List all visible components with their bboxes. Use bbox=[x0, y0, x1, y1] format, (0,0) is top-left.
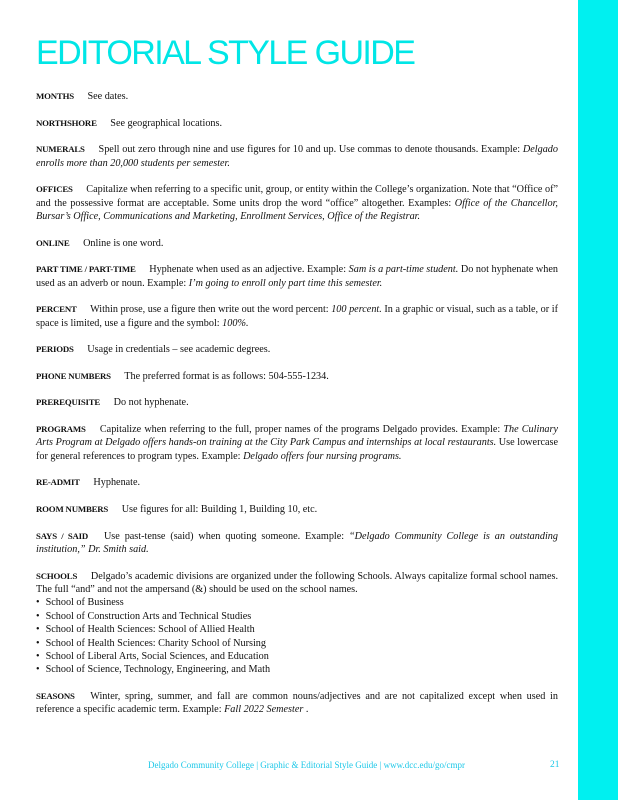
list-item: • School of Business bbox=[36, 596, 558, 609]
entry-example-2: Delgado offers four nursing programs. bbox=[243, 450, 402, 462]
entry-term: SEASONS bbox=[36, 691, 75, 701]
style-guide-content bbox=[36, 90, 558, 730]
entry-text: Within prose, use a figure then write out the word percent: bbox=[90, 304, 332, 316]
entry-offices bbox=[36, 183, 558, 223]
entry-text: Use past-tense (said) when quoting someone. Example: bbox=[103, 530, 349, 542]
page-number: 21 bbox=[550, 760, 560, 770]
entry-room-numbers bbox=[36, 503, 558, 516]
entry-programs bbox=[36, 423, 558, 463]
entry-term: PART TIME / PART-TIME bbox=[36, 264, 136, 275]
entry-numerals bbox=[36, 143, 558, 170]
entry-example: Delgado enrolls more than 20,000 students per semester. bbox=[36, 144, 558, 169]
entry-term: PHONE NUMBERS bbox=[36, 370, 111, 381]
entry-months bbox=[36, 90, 558, 103]
entry-text: Delgado’s academic divisions are organized under the following Schools. Always capitalize formal school names. The full “and” and not the ampersand (&) should be used on the school names. bbox=[36, 570, 559, 595]
entry-example-2: 100%. bbox=[222, 317, 249, 329]
entry-term: SCHOOLS bbox=[36, 570, 78, 581]
entry-text: Usage in credentials – see academic degrees. bbox=[87, 344, 271, 356]
accent-sidebar bbox=[578, 0, 618, 800]
entry-example: 100 percent. bbox=[331, 304, 382, 316]
entry-text: Spell out zero through nine and use figures for 10 and up. Use commas to denote thousands. Example: bbox=[98, 144, 523, 156]
entry-text: See dates. bbox=[87, 91, 129, 102]
entry-example-2: I’m going to enroll only part time this semester. bbox=[188, 277, 383, 289]
entry-text: Hyphenate when used as an adjective. Example: bbox=[149, 264, 349, 276]
entry-part-time bbox=[36, 263, 558, 290]
list-item: • School of Health Sciences: School of Allied Health bbox=[36, 623, 558, 636]
entry-example: Office of the Chancellor, Bursar’s Office, Communications and Marketing, Enrollment Services, Office of the Registrar. bbox=[36, 197, 558, 222]
entry-schools bbox=[36, 570, 558, 677]
entry-text: Capitalize when referring to the full, proper names of the programs Delgado provides. Example: bbox=[99, 423, 504, 435]
entry-example: Fall 2022 Semester bbox=[224, 704, 304, 716]
entry-term: SAYS / SAID bbox=[36, 530, 89, 541]
entry-term: NUMERALS bbox=[36, 144, 85, 155]
entry-online bbox=[36, 237, 558, 250]
entry-text: Hyphenate. bbox=[93, 477, 141, 489]
entry-percent bbox=[36, 303, 558, 330]
list-item: • School of Science, Technology, Engineering, and Math bbox=[36, 663, 558, 676]
entry-text: Capitalize when referring to a specific unit, group, or entity within the College’s organization. Note that “Office of” and the possessive format are acceptable. Some units drop the word “office” altogether. Examples: bbox=[36, 184, 558, 209]
page-title: EDITORIAL STYLE GUIDE bbox=[36, 34, 415, 72]
entry-term: ONLINE bbox=[36, 237, 70, 248]
entry-seasons bbox=[36, 690, 558, 717]
page-footer: Delgado Community College | Graphic & Editorial Style Guide | www.dcc.edu/go/cmpr bbox=[148, 760, 465, 770]
entry-text-after: . bbox=[303, 704, 309, 716]
entry-text-after: Use lowercase for general references to program types. Example: bbox=[36, 437, 558, 462]
entry-text: Online is one word. bbox=[83, 237, 164, 249]
entry-term: RE-ADMIT bbox=[36, 477, 80, 488]
entry-text: Use figures for all: Building 1, Building 10, etc. bbox=[121, 503, 318, 515]
entry-term: PERIODS bbox=[36, 344, 74, 355]
schools-list bbox=[36, 596, 558, 676]
list-item: • School of Liberal Arts, Social Sciences, and Education bbox=[36, 650, 558, 663]
entry-prerequisite bbox=[36, 396, 558, 409]
entry-example: Sam is a part-time student. bbox=[348, 264, 459, 276]
entry-re-admit bbox=[36, 476, 558, 489]
entry-text: See geographical locations. bbox=[110, 117, 223, 129]
entry-term: OFFICES bbox=[36, 184, 73, 195]
entry-example: The Culinary Arts Program at Delgado offers hands-on training at the City Park Campus and internships at local restaurants. bbox=[36, 423, 558, 449]
entry-example: “Delgado Community College is an outstanding institution,” Dr. Smith said. bbox=[36, 530, 558, 555]
list-item: • School of Construction Arts and Technical Studies bbox=[36, 610, 558, 623]
entry-text-after: Do not hyphenate when used as an adverb or noun. Example: bbox=[36, 264, 559, 289]
entry-says-said bbox=[36, 530, 558, 557]
entry-term: MONTHS bbox=[36, 91, 74, 101]
entry-text: The preferred format is as follows: 504-555-1234. bbox=[124, 370, 329, 382]
entry-term: PROGRAMS bbox=[36, 423, 86, 434]
entry-periods bbox=[36, 343, 558, 356]
entry-term: ROOM NUMBERS bbox=[36, 503, 109, 514]
entry-text-after: In a graphic or visual, such as a table, or if space is limited, use a figure and the symbol: bbox=[36, 304, 558, 329]
entry-northshore bbox=[36, 117, 558, 130]
entry-text: Do not hyphenate. bbox=[113, 397, 189, 409]
entry-term: PERCENT bbox=[36, 304, 77, 315]
entry-text: Winter, spring, summer, and fall are common nouns/adjectives and are not capitalized except when used in reference a specific academic term. Example: bbox=[36, 691, 558, 716]
entry-term: PREREQUISITE bbox=[36, 397, 101, 408]
entry-phone-numbers bbox=[36, 370, 558, 383]
entry-term: NORTHSHORE bbox=[36, 117, 97, 128]
list-item: • School of Health Sciences: Charity School of Nursing bbox=[36, 637, 558, 650]
